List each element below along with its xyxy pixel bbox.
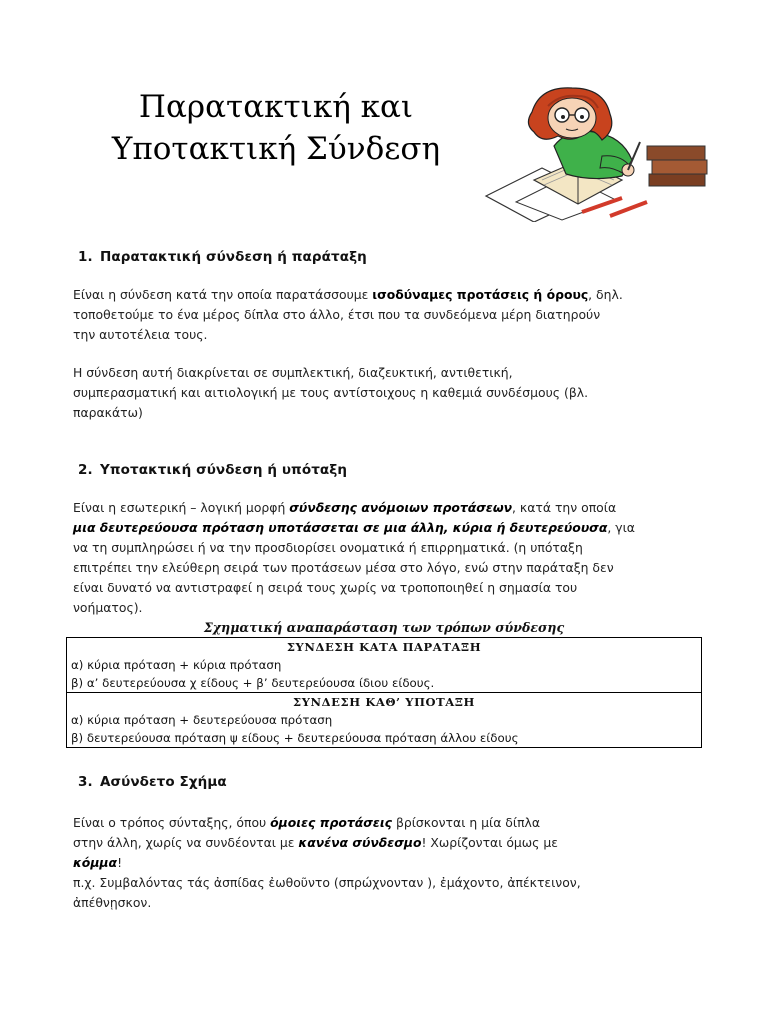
table-row: β) α’ δευτερεύουσα χ είδους + β’ δευτερεύουσα ίδιου είδους. [67,674,702,693]
section-1-paragraph-2 [73,363,703,423]
section-2-paragraph [73,498,703,618]
text-line: π.χ. Συμβαλόντας τάς ἀσπίδας ἐωθοῦντο (σπρώχνονταν ), ἐμάχοντο, ἀπέκτεινον, [73,875,581,890]
text-line: παρακάτω) [73,405,143,420]
section-2-number: 2. [78,462,93,478]
text: Είναι η σύνδεση κατά την οποία παρατάσσουμε [73,287,373,302]
text-line: συμπερασματική και αιτιολογική με τους αντίστοιχους η καθεμιά συνδέσμους (βλ. [73,385,589,400]
connection-table [66,637,702,748]
text-line: νοήματος). [73,600,143,615]
title-line-1: Παρατακτική και [138,89,414,125]
table-row: α) κύρια πρόταση + κύρια πρόταση [67,656,702,674]
section-3-heading [78,774,227,790]
text-line: να τη συμπληρώσει ή να την προσδιορίσει ονοματικά ή επιρρηματικά. (η υπόταξη [73,540,583,555]
section-3-number: 3. [78,774,93,790]
text-line: είναι δυνατό να αντιστραφεί η σειρά τους χωρίς να τροποποιηθεί η σημασία του [73,580,578,595]
emphasis: μια δευτερεύουσα πρόταση υποτάσσεται σε μια άλλη, κύρια ή δευτερεύουσα [73,520,608,535]
emphasis: ισοδύναμες προτάσεις ή όρους [372,287,589,302]
text: ! Χωρίζονται όμως με [421,835,558,850]
text: , για [607,520,635,535]
table-row: β) δευτερεύουσα πρόταση ψ είδους + δευτερεύουσα πρόταση άλλου είδους [67,729,702,748]
girl-studying-icon [482,84,710,222]
table-row: α) κύρια πρόταση + δευτερεύουσα πρόταση [67,711,702,729]
text: Είναι ο τρόπος σύνταξης, όπου [73,815,271,830]
emphasis: κανένα σύνδεσμο [298,835,422,850]
emphasis: σύνδεσης ανόμοιων προτάσεων [289,500,513,515]
table-header-hypotaxis: ΣΥΝΔΕΣΗ ΚΑΘ’ ΥΠΟΤΑΞΗ [67,693,702,712]
text: βρίσκονται η μία δίπλα [392,815,541,830]
text-line: τοποθετούμε το ένα μέρος δίπλα στο άλλο, έτσι που τα συνδεόμενα μέρη διατηρούν [73,307,601,322]
title-line-2: Υποτακτική Σύνδεση [111,131,441,167]
section-3-paragraph [73,813,703,913]
text-line: Η σύνδεση αυτή διακρίνεται σε συμπλεκτική, διαζευκτική, αντιθετική, [73,365,513,380]
section-2-title: Υποτακτική σύνδεση ή υπόταξη [100,462,348,478]
section-2-heading [78,462,347,478]
text: ! [117,855,123,870]
text: Είναι η εσωτερική – λογική μορφή [73,500,290,515]
emphasis: κόμμα [73,855,118,870]
text-line: ἀπέθνῃσκον. [73,895,152,910]
table-header-parataxis: ΣΥΝΔΕΣΗ ΚΑΤΑ ΠΑΡΑΤΑΞΗ [67,638,702,657]
text-line: την αυτοτέλεια τους. [73,327,208,342]
text: στην άλλη, χωρίς να συνδέονται με [73,835,299,850]
emphasis: όμοιες προτάσεις [270,815,392,830]
section-1-number: 1. [78,249,93,265]
text: , κατά την οποία [512,500,617,515]
section-1-title: Παρατακτική σύνδεση ή παράταξη [100,249,367,265]
text-line: επιτρέπει την ελεύθερη σειρά των προτάσεων μέσα στο λόγο, ενώ στην παράταξη δεν [73,560,614,575]
text: , δηλ. [588,287,623,302]
section-1-paragraph-1 [73,285,703,345]
document-title [96,86,456,170]
section-3-title: Ασύνδετο Σχήμα [100,774,227,790]
table-caption: Σχηματική αναπαράσταση των τρόπων σύνδεσης [203,620,565,635]
section-1-heading [78,249,367,265]
